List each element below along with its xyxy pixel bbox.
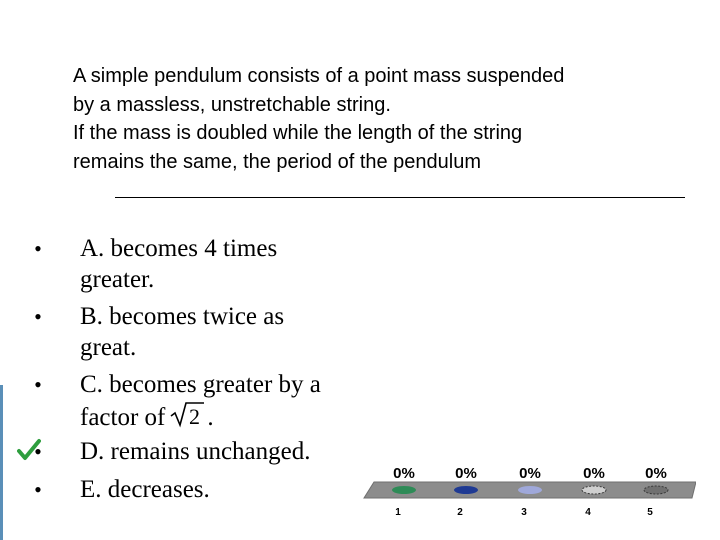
option-c-suffix: .	[207, 404, 214, 431]
bar-value-label-1: 0%	[393, 465, 415, 482]
option-a-bullet: •	[34, 236, 42, 261]
option-b-line-2[interactable]: great.	[80, 334, 137, 361]
option-d-line-1[interactable]: D. remains unchanged.	[80, 438, 311, 465]
bar-base-5	[644, 486, 668, 494]
bar-value-label-5: 0%	[645, 465, 667, 482]
option-c-bullet: •	[34, 372, 42, 397]
option-e-line-1[interactable]: E. decreases.	[80, 476, 210, 503]
bar-base-1	[392, 486, 416, 494]
question-line: If the mass is doubled while the length of the string	[73, 122, 523, 144]
category-label-1: 1	[395, 507, 401, 518]
square-root-symbol	[169, 400, 205, 428]
option-a-line-1[interactable]: A. becomes 4 times	[80, 235, 278, 262]
bar-base-4	[582, 486, 606, 494]
category-label-2: 2	[457, 507, 463, 518]
option-e-bullet: •	[34, 477, 42, 502]
option-b-line-1[interactable]: B. becomes twice as	[80, 303, 285, 330]
category-label-3: 3	[521, 507, 527, 518]
bar-value-label-4: 0%	[583, 465, 605, 482]
bar-base-2	[454, 486, 478, 494]
option-b-bullet: •	[34, 304, 42, 329]
question-line: remains the same, the period of the pendulum	[73, 150, 482, 173]
left-edge-strip	[0, 385, 3, 540]
option-c-line-2[interactable]	[80, 400, 214, 433]
bar-value-label-3: 0%	[519, 465, 541, 482]
question-text	[73, 62, 693, 176]
bar-base-3	[518, 486, 542, 494]
square-root-radicand: 2	[189, 404, 201, 428]
bar-value-label-2: 0%	[455, 465, 477, 482]
option-d-bullet: •	[34, 439, 42, 464]
category-label-5: 5	[647, 507, 653, 518]
option-c-factor-label: factor of	[80, 404, 166, 431]
response-chart-svg	[360, 462, 696, 524]
answer-blank-line	[115, 197, 685, 198]
option-a-line-2[interactable]: greater.	[80, 266, 155, 293]
response-chart	[360, 462, 696, 524]
option-c-line-1[interactable]: C. becomes greater by a	[80, 371, 321, 398]
category-label-4: 4	[585, 507, 591, 518]
question-line: A simple pendulum consists of a point mass suspended	[73, 65, 565, 87]
question-line: by a massless, unstretchable string.	[73, 93, 391, 116]
